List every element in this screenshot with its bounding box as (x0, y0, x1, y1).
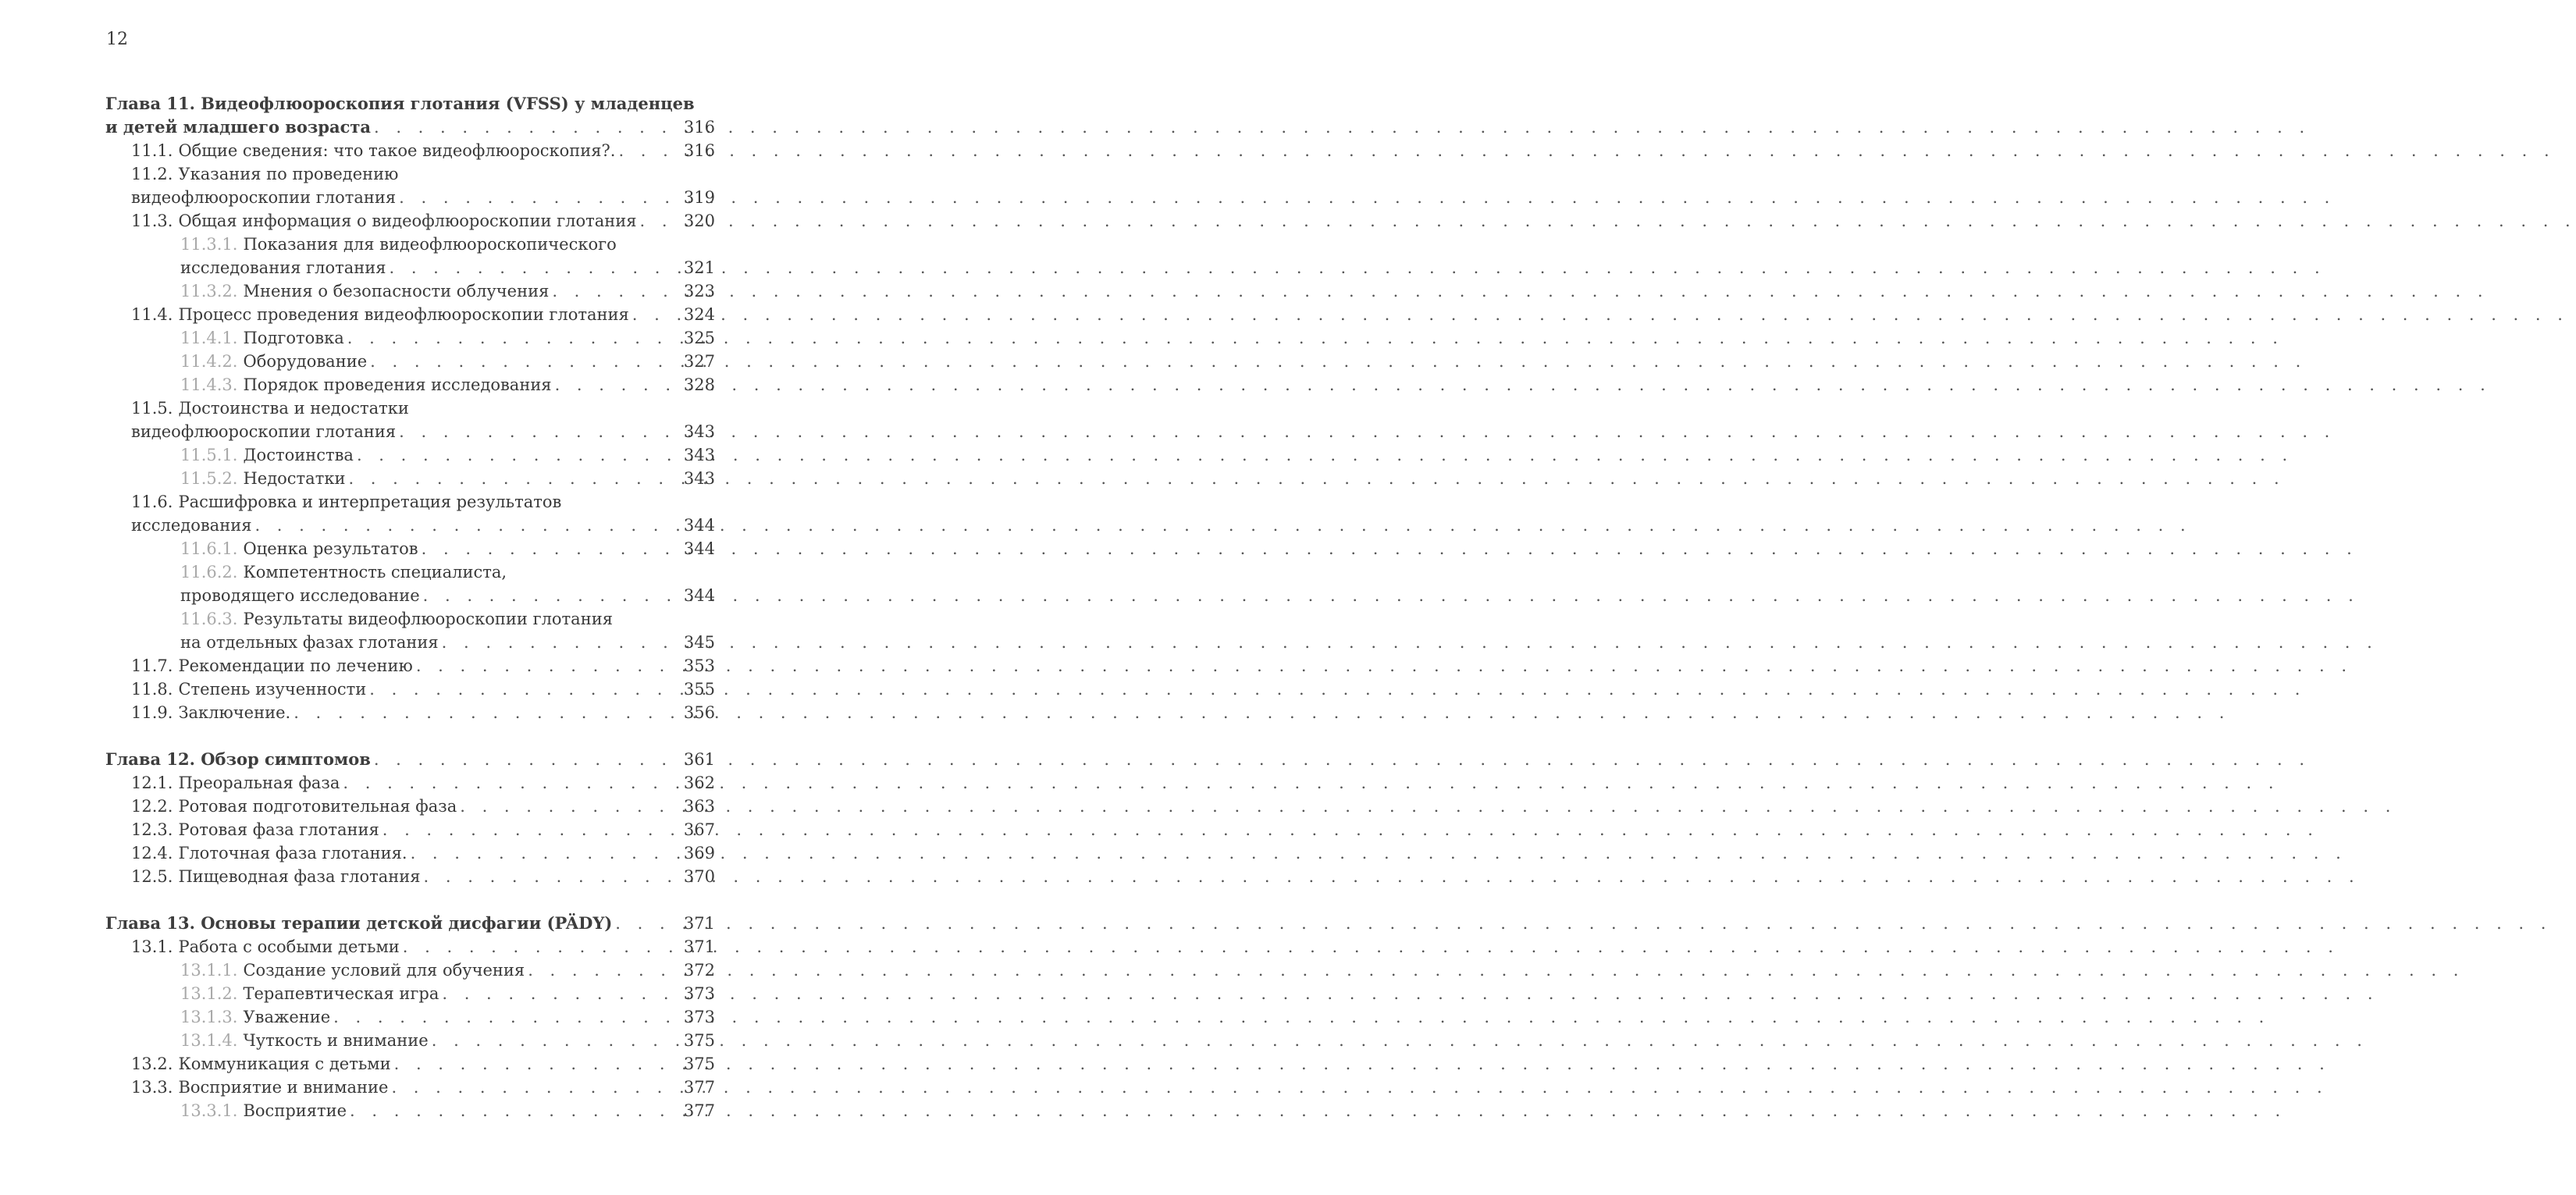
toc-entry-text: Мнения о безопасности облучения (243, 282, 550, 301)
chapter-gap (0, 888, 781, 912)
toc-entry-text: Компетентность специалиста, (243, 563, 507, 581)
toc-entry-title (131, 186, 396, 209)
toc-entry-title (131, 1052, 391, 1076)
section-number: 12.1. (131, 774, 173, 792)
toc-entry-line[interactable] (0, 256, 715, 279)
toc-entry-line[interactable] (0, 186, 715, 209)
dot-leader (333, 1005, 679, 1029)
toc-entry-text: видеофлюороскопии глотания (131, 422, 397, 441)
toc-entry-line[interactable] (0, 537, 715, 560)
dot-leader (442, 631, 679, 654)
section-number: 11.2. (131, 165, 173, 183)
toc-entry-text: Работа с особыми детьми (178, 937, 400, 956)
toc-entry-title (131, 490, 561, 514)
dot-leader (343, 771, 679, 795)
toc-entry-title (180, 233, 617, 256)
toc-page-number: 328 (683, 375, 715, 394)
toc-entry-title (180, 607, 613, 631)
chapter-gap (0, 724, 781, 748)
dot-leader (460, 795, 679, 818)
toc-entry-line[interactable] (0, 350, 715, 373)
dot-leader (442, 982, 679, 1005)
toc-entry-line[interactable] (0, 373, 715, 397)
toc-page-number: 343 (683, 469, 715, 488)
section-number: 11.5.1. (180, 446, 238, 464)
toc-entry-line[interactable] (0, 560, 715, 584)
dot-leader (394, 1052, 679, 1076)
dot-leader (347, 326, 679, 350)
dot-leader (374, 116, 679, 139)
toc-entry-title (131, 678, 366, 701)
toc-entry-title (131, 139, 615, 162)
toc-entry-line[interactable] (0, 607, 715, 631)
dot-leader (391, 1076, 678, 1099)
dot-leader (294, 701, 679, 724)
toc-entry-title (180, 350, 367, 373)
toc-page-number: 371 (683, 914, 715, 933)
dot-leader (254, 514, 678, 537)
toc-entry-title (131, 397, 409, 420)
toc-entry-line[interactable] (0, 771, 715, 795)
toc-entry-title (131, 701, 290, 724)
section-number: 13.2. (131, 1055, 173, 1073)
toc-entry-text: Подготовка (243, 329, 344, 347)
chapter-heading-line[interactable] (0, 116, 715, 139)
toc-entry-title (180, 1005, 330, 1029)
toc-entry-text: Глава 12. Обзор симптомов (105, 749, 371, 769)
toc-entry-line[interactable] (0, 209, 715, 233)
toc-page-number: 371 (683, 937, 715, 956)
toc-entry-text: Оценка результатов (243, 539, 418, 558)
toc-entry-title (180, 326, 344, 350)
section-number: 11.6.1. (180, 539, 238, 558)
toc-entry-line[interactable] (0, 818, 715, 841)
toc-entry-text: Расшифровка и интерпретация результатов (178, 493, 562, 511)
toc-entry-title (180, 958, 525, 982)
toc-page-number: 344 (683, 539, 715, 558)
toc-entry-title (131, 514, 251, 537)
section-number: 13.3. (131, 1078, 173, 1097)
dot-leader (424, 865, 679, 888)
toc-entry-text: Терапевтическая игра (243, 984, 439, 1003)
page-number: 12 (106, 30, 128, 49)
toc-entry-text: Глава 13. Основы терапии детской дисфагии (PÄDY) (105, 913, 613, 933)
section-number: 11.6. (131, 493, 173, 511)
toc-entry-title (180, 373, 552, 397)
section-number: 13.1.3. (180, 1008, 238, 1026)
toc-page-number: 353 (683, 656, 715, 675)
toc-entry-line[interactable] (0, 982, 715, 1005)
dot-leader (640, 209, 679, 233)
section-number: 11.4.3. (180, 375, 238, 394)
toc-entry-line[interactable] (0, 958, 715, 982)
toc-page-number: 362 (683, 774, 715, 792)
toc-page-number: 363 (683, 797, 715, 816)
toc-page-number: 373 (683, 1008, 715, 1026)
section-number: 11.4.1. (180, 329, 238, 347)
section-number: 11.8. (131, 680, 173, 699)
toc-entry-text: Пищеводная фаза глотания (178, 867, 421, 886)
toc-page-number: 327 (683, 352, 715, 371)
toc-entry-title (180, 443, 354, 467)
dot-leader (528, 958, 679, 982)
toc-entry-line[interactable] (0, 631, 715, 654)
table-of-contents (0, 92, 781, 1122)
dot-leader (423, 584, 679, 607)
section-number: 11.3.2. (180, 282, 238, 301)
toc-entry-title (105, 912, 612, 935)
dot-leader (370, 350, 679, 373)
toc-page-number: 321 (683, 258, 715, 277)
toc-entry-title (131, 935, 400, 958)
toc-entry-text: Восприятие и внимание (178, 1078, 389, 1097)
toc-entry-title (131, 303, 629, 326)
toc-page-number: 355 (683, 680, 715, 699)
toc-entry-text: Результаты видеофлюороскопии глотания (243, 610, 613, 628)
toc-entry-line[interactable] (0, 514, 715, 537)
section-number: 11.5. (131, 399, 173, 418)
dot-leader (369, 678, 679, 701)
toc-entry-line[interactable] (0, 420, 715, 443)
section-number: 13.1.1. (180, 961, 238, 980)
dot-leader (416, 654, 679, 678)
toc-entry-title (180, 279, 549, 303)
dot-leader (618, 139, 678, 162)
toc-page-number: 344 (683, 586, 715, 605)
dot-leader (399, 186, 679, 209)
toc-entry-title (180, 631, 439, 654)
toc-entry-text: Степень изученности (178, 680, 367, 699)
section-number: 11.7. (131, 656, 173, 675)
dot-leader (382, 818, 679, 841)
dot-leader (552, 279, 679, 303)
toc-entry-text: Восприятие (243, 1101, 347, 1120)
dot-leader (403, 935, 679, 958)
toc-entry-title (105, 92, 695, 116)
toc-page-number: 375 (683, 1031, 715, 1050)
toc-entry-line[interactable] (0, 1052, 715, 1076)
toc-entry-text: Указания по проведению (178, 165, 399, 183)
toc-entry-title (131, 818, 379, 841)
dot-leader (348, 467, 678, 490)
toc-page-number: 343 (683, 446, 715, 464)
toc-entry-text: Достоинства (243, 446, 354, 464)
toc-entry-title (180, 1099, 347, 1122)
toc-page-number: 375 (683, 1055, 715, 1073)
toc-entry-title (131, 654, 413, 678)
toc-entry-title (180, 584, 420, 607)
toc-entry-text: исследования глотания (180, 258, 386, 277)
section-number: 13.1. (131, 937, 173, 956)
toc-entry-text: Порядок проведения исследования (243, 375, 552, 394)
toc-entry-text: Недостатки (243, 469, 346, 488)
toc-page-number: 369 (683, 844, 715, 862)
section-number: 12.4. (131, 844, 173, 862)
section-number: 11.6.3. (180, 610, 238, 628)
toc-entry-title (180, 256, 386, 279)
dot-leader (350, 1099, 679, 1122)
chapter-heading-line[interactable] (0, 92, 715, 116)
section-number: 11.3.1. (180, 235, 238, 254)
toc-entry-text: на отдельных фазах глотания (180, 633, 439, 652)
toc-entry-text: Глоточная фаза глотания. (178, 844, 407, 862)
toc-entry-line[interactable] (0, 139, 715, 162)
toc-entry-line[interactable] (0, 490, 715, 514)
toc-entry-title (180, 982, 439, 1005)
section-number: 13.3.1. (180, 1101, 238, 1120)
toc-entry-line[interactable] (0, 467, 715, 490)
toc-page-number: 372 (683, 961, 715, 980)
toc-entry-line[interactable] (0, 303, 715, 326)
toc-entry-title (180, 537, 418, 560)
toc-entry-text: Общие сведения: что такое видеофлюороскопия?. (178, 141, 616, 160)
toc-page-number: 345 (683, 633, 715, 652)
toc-entry-line[interactable] (0, 1029, 715, 1052)
toc-entry-line[interactable] (0, 1099, 715, 1122)
section-number: 12.2. (131, 797, 173, 816)
toc-entry-line[interactable] (0, 1076, 715, 1099)
dot-leader (432, 1029, 679, 1052)
toc-entry-text: Общая информация о видеофлюороскопии глотания (178, 212, 637, 230)
dot-leader (422, 537, 679, 560)
toc-entry-text: Глава 11. Видеофлюороскопия глотания (VFSS) у младенцев (105, 94, 695, 113)
toc-entry-line[interactable] (0, 397, 715, 420)
toc-entry-title (105, 116, 371, 139)
toc-entry-title (105, 748, 371, 771)
toc-page-number: 343 (683, 422, 715, 441)
toc-entry-line[interactable] (0, 935, 715, 958)
dot-leader (411, 841, 679, 865)
dot-leader (399, 420, 679, 443)
toc-page-number: 361 (683, 750, 715, 769)
toc-entry-title (131, 795, 457, 818)
toc-entry-text: видеофлюороскопии глотания (131, 188, 397, 207)
toc-page-number: 370 (683, 867, 715, 886)
toc-entry-title (180, 1029, 429, 1052)
section-number: 12.5. (131, 867, 173, 886)
toc-page-number: 377 (683, 1078, 715, 1097)
toc-page-number: 373 (683, 984, 715, 1003)
section-number: 13.1.4. (180, 1031, 238, 1050)
toc-entry-line[interactable] (0, 1005, 715, 1029)
toc-page-number: 320 (683, 212, 715, 230)
toc-entry-title (131, 865, 421, 888)
toc-entry-line[interactable] (0, 865, 715, 888)
toc-entry-text: Показания для видеофлюороскопического (243, 235, 617, 254)
toc-entry-title (131, 771, 340, 795)
toc-entry-title (131, 841, 407, 865)
chapter-heading-line[interactable] (0, 748, 715, 771)
toc-entry-text: исследования (131, 516, 252, 535)
toc-entry-line[interactable] (0, 162, 715, 186)
dot-leader (374, 748, 679, 771)
toc-entry-text: Процесс проведения видеофлюороскопии глотания (178, 305, 629, 324)
toc-page-number: 325 (683, 329, 715, 347)
toc-page-number: 377 (683, 1101, 715, 1120)
toc-entry-line[interactable] (0, 279, 715, 303)
toc-entry-line[interactable] (0, 326, 715, 350)
chapter-heading-line[interactable] (0, 912, 715, 935)
toc-entry-text: Преоральная фаза (178, 774, 340, 792)
toc-page-number: 356 (683, 703, 715, 722)
dot-leader (632, 303, 679, 326)
toc-entry-text: Заключение. (178, 703, 291, 722)
toc-entry-line[interactable] (0, 701, 715, 724)
toc-page-number: 316 (683, 141, 715, 160)
toc-entry-text: Достоинства и недостатки (178, 399, 409, 418)
toc-entry-text: Оборудование (243, 352, 368, 371)
section-number: 12.3. (131, 820, 173, 839)
toc-entry-text: Рекомендации по лечению (178, 656, 413, 675)
toc-page-number: 344 (683, 516, 715, 535)
toc-entry-text: Чуткость и внимание (243, 1031, 429, 1050)
toc-entry-text: Коммуникация с детьми (178, 1055, 391, 1073)
section-number: 11.5.2. (180, 469, 238, 488)
dot-leader (357, 443, 679, 467)
toc-page-number: 324 (683, 305, 715, 324)
section-number: 11.3. (131, 212, 173, 230)
dot-leader (555, 373, 679, 397)
toc-page-number: 319 (683, 188, 715, 207)
toc-entry-line[interactable] (0, 654, 715, 678)
dot-leader (615, 912, 679, 935)
toc-entry-title (180, 467, 345, 490)
toc-entry-title (180, 560, 507, 584)
section-number: 11.1. (131, 141, 173, 160)
toc-entry-text: Ротовая фаза глотания (178, 820, 379, 839)
toc-entry-line[interactable] (0, 233, 715, 256)
toc-entry-line[interactable] (0, 795, 715, 818)
toc-page-number: 316 (683, 118, 715, 137)
toc-entry-line[interactable] (0, 841, 715, 865)
toc-page-number: 367 (683, 820, 715, 839)
toc-entry-title (131, 209, 637, 233)
section-number: 11.9. (131, 703, 173, 722)
section-number: 11.6.2. (180, 563, 238, 581)
toc-entry-title (131, 1076, 388, 1099)
toc-entry-text: Ротовая подготовительная фаза (178, 797, 457, 816)
section-number: 11.4.2. (180, 352, 238, 371)
toc-entry-line[interactable] (0, 584, 715, 607)
toc-entry-text: Создание условий для обучения (243, 961, 525, 980)
toc-entry-line[interactable] (0, 678, 715, 701)
toc-entry-text: проводящего исследование (180, 586, 420, 605)
toc-entry-line[interactable] (0, 443, 715, 467)
section-number: 11.4. (131, 305, 173, 324)
section-number: 13.1.2. (180, 984, 238, 1003)
toc-entry-text: и детей младшего возраста (105, 117, 371, 137)
dot-leader (389, 256, 678, 279)
toc-page-number: 323 (683, 282, 715, 301)
toc-entry-title (131, 420, 396, 443)
toc-entry-text: Уважение (243, 1008, 331, 1026)
toc-entry-title (131, 162, 398, 186)
